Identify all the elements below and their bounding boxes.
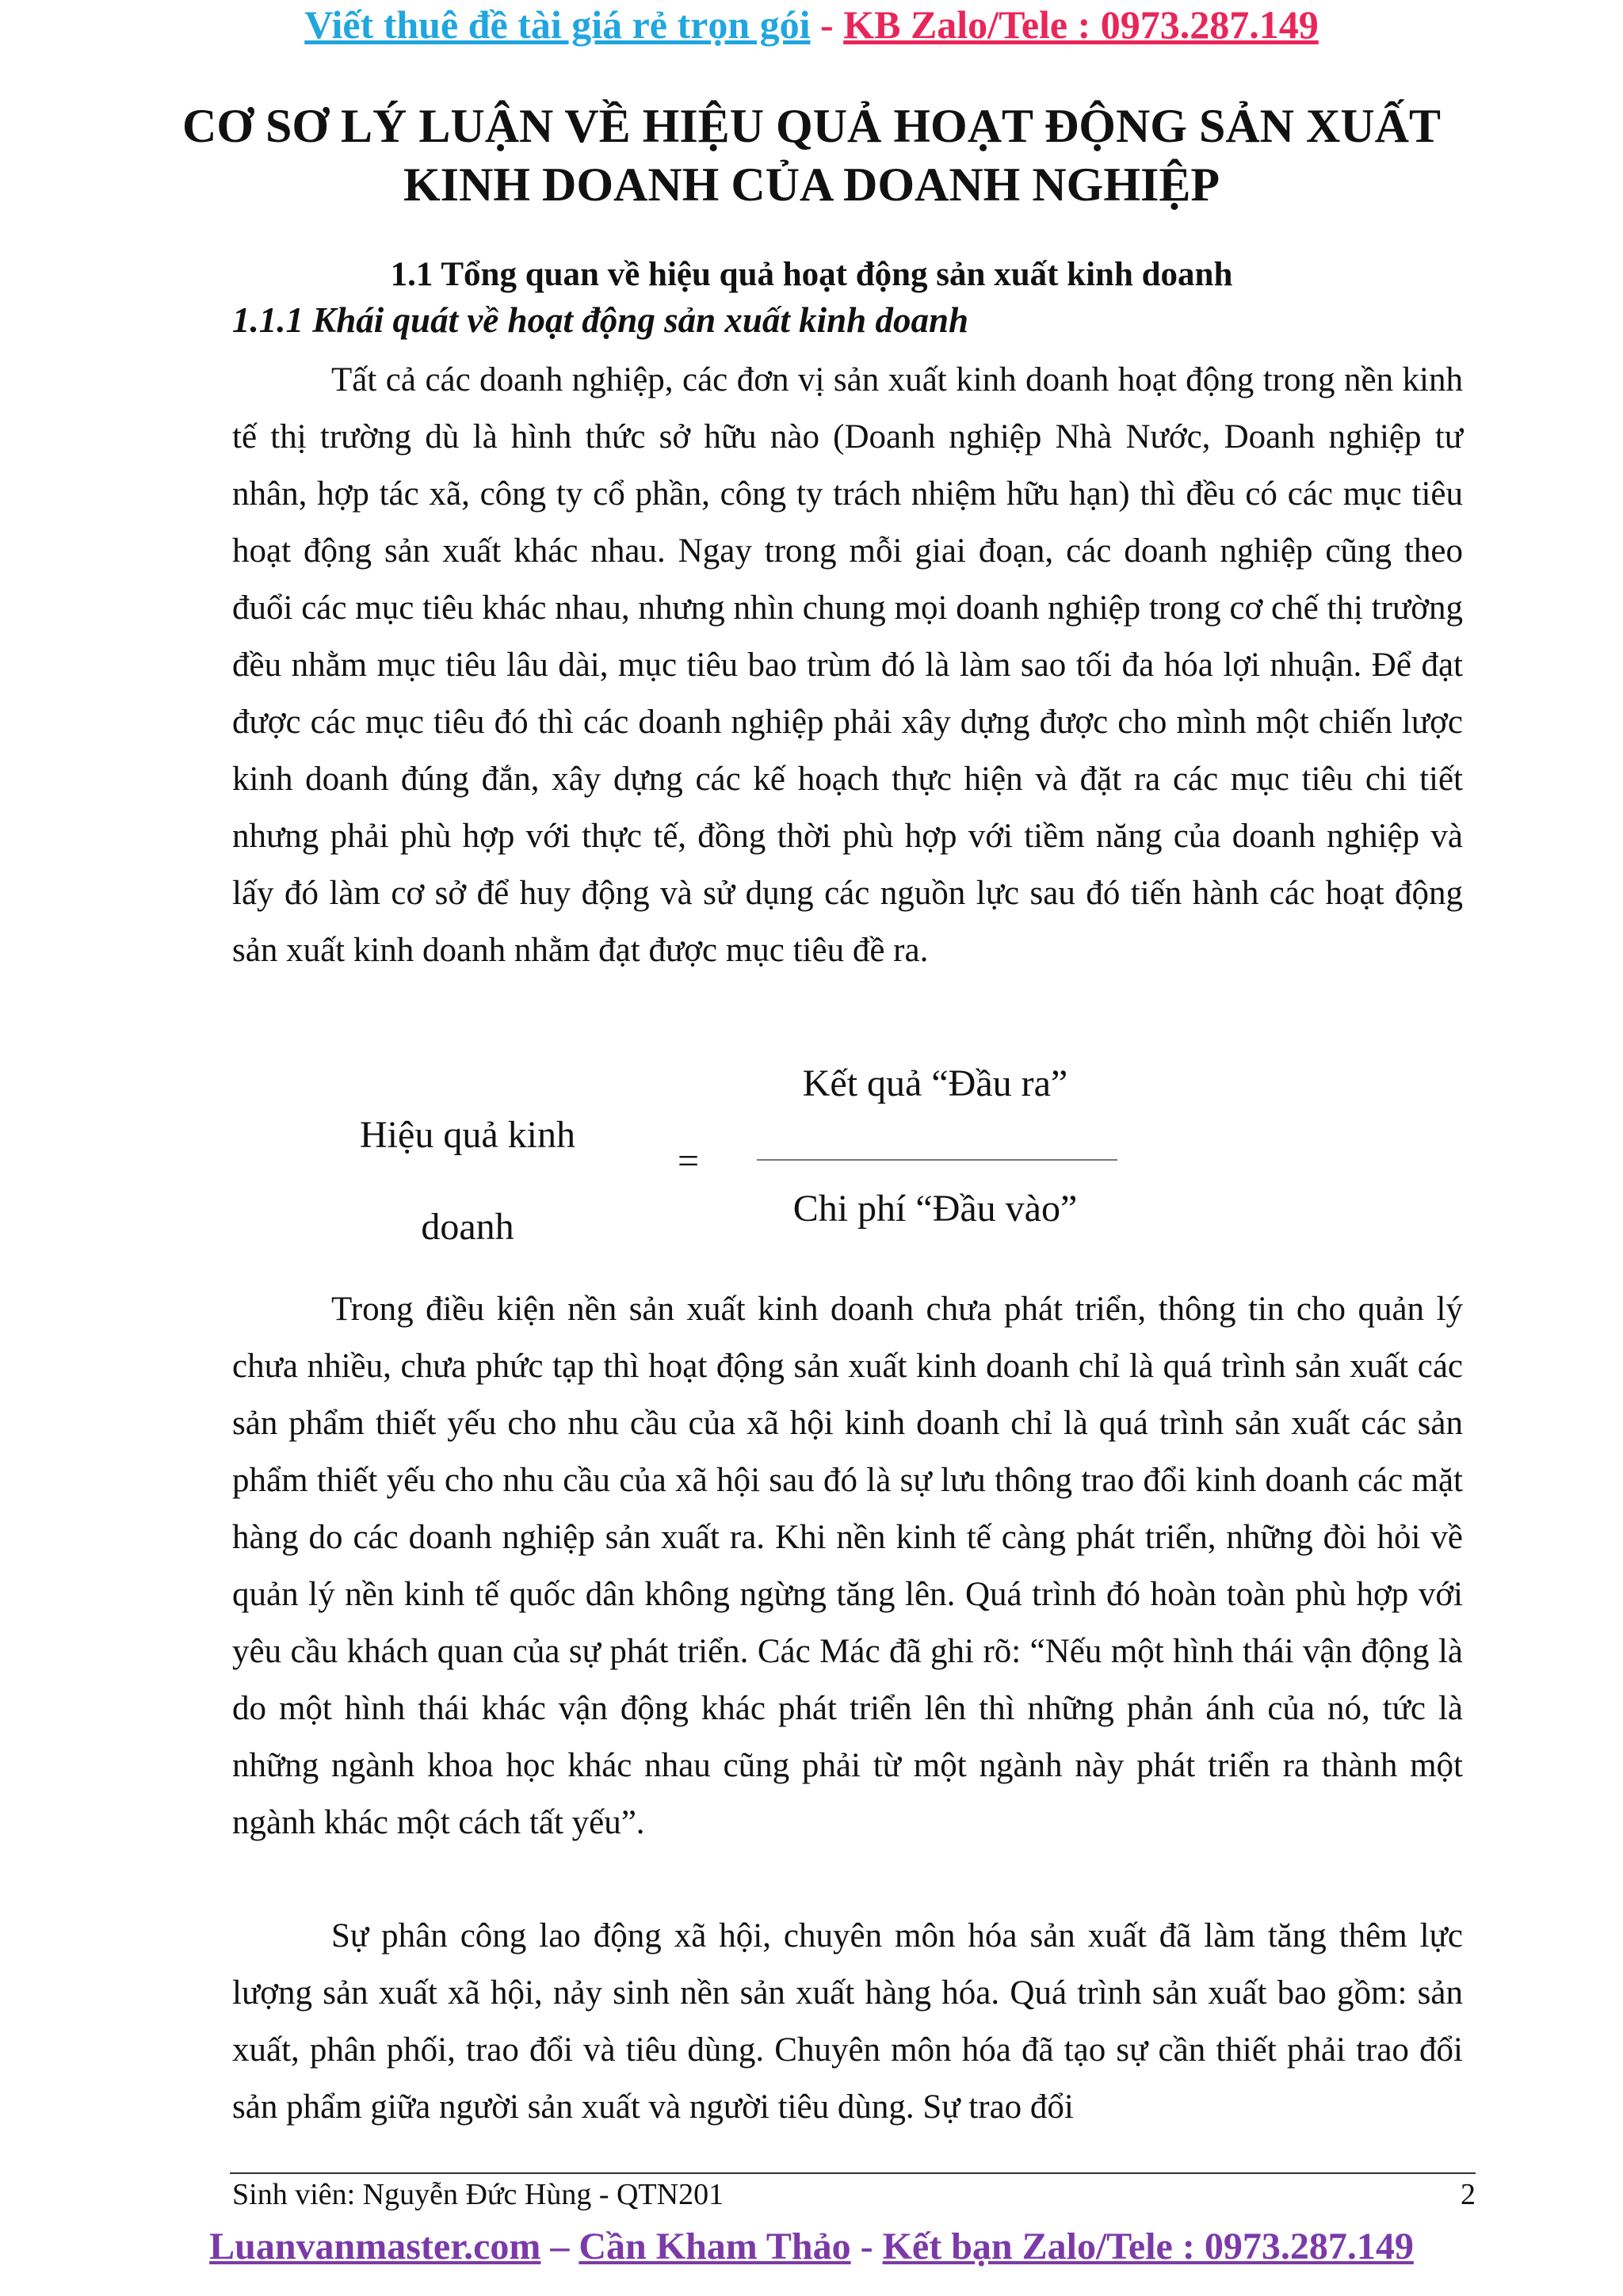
section-heading: 1.1 Tổng quan về hiệu quả hoạt động sản xuất kinh doanh	[390, 256, 1233, 293]
zalo-contact-link[interactable]: Kết bạn Zalo/Tele : 0973.287.149	[882, 2225, 1414, 2267]
service-link[interactable]: Viết thuê đề tài giá rẻ trọn gói	[304, 2, 811, 47]
subsection-heading: 1.1.1 Khái quát về hoạt động sản xuất kinh doanh	[232, 300, 969, 340]
formula-left-line-1: Hiệu quả kinh	[360, 1114, 575, 1156]
author-link[interactable]: Cần Kham Thảo	[579, 2225, 851, 2267]
title-line-1: CƠ SƠ LÝ LUẬN VỀ HIỆU QUẢ HOẠT ĐỘNG SẢN XUẤT	[181, 100, 1441, 152]
paragraph-3: Sự phân công lao động xã hội, chuyên môn hóa sản xuất đã làm tăng thêm lực lượng sản xuất xã hội, nảy sinh nền sản xuất hàng hóa. Quá trình sản xuất bao gồm: sản xuất, phân phối, trao đổi và tiêu dùng. Chuyên môn hóa đã tạo sự cần thiết phải trao đổi sản phẩm giữa người sản xuất và người tiêu dùng. Sự trao đổi	[232, 1917, 1463, 2126]
title-line-2: KINH DOANH CỦA DOANH NGHIỆP	[403, 158, 1220, 211]
contact-link[interactable]: KB Zalo/Tele : 0973.287.149	[843, 2, 1319, 47]
footer-divider	[230, 2172, 1476, 2174]
formula-left-line-2: doanh	[421, 1206, 514, 1248]
formula-numerator: Kết quả “Đầu ra”	[802, 1062, 1068, 1104]
banner-separator: -	[810, 2, 844, 47]
top-banner	[0, 2, 1623, 48]
fraction-bar	[757, 1159, 1117, 1161]
page-title	[119, 97, 1504, 214]
formula-equals: =	[678, 1140, 700, 1182]
banner-separator-2: -	[850, 2225, 883, 2267]
formula-left-side	[345, 1089, 590, 1273]
site-link[interactable]: Luanvanmaster.com	[209, 2225, 541, 2267]
footer-student-info: Sinh viên: Nguyễn Đức Hùng - QTN201	[232, 2178, 724, 2211]
banner-separator-1: –	[540, 2225, 579, 2267]
paragraph-2: Trong điều kiện nền sản xuất kinh doanh chưa phát triển, thông tin cho quản lý chưa nhiều, chưa phức tạp thì hoạt động sản xuất kinh doanh chỉ là quá trình sản xuất các sản phẩm thiết yếu cho nhu cầu của xã hội kinh doanh chỉ là quá trình sản xuất các sản phẩm thiết yếu cho nhu cầu của xã hội sau đó là sự lưu thông trao đổi kinh doanh các mặt hàng do các doanh nghiệp sản xuất ra. Khi nền kinh tế càng phát triển, những đòi hỏi về quản lý nền kinh tế quốc dân không ngừng tăng lên. Quá trình đó hoàn toàn phù hợp với yêu cầu khách quan của sự phát triển. Các Mác đã ghi rõ: “Nếu một hình thái vận động là do một hình thái khác vận động khác phát triển lên thì những phản ánh của nó, tức là những ngành khoa học khác nhau cũng phải từ một ngành này phát triển ra thành một ngành khác một cách tất yếu”.	[232, 1291, 1463, 1841]
bottom-banner	[0, 2225, 1623, 2268]
efficiency-formula	[0, 1046, 1623, 1252]
paragraph-1: Tất cả các doanh nghiệp, các đơn vị sản xuất kinh doanh hoạt động trong nền kinh tế thị trường dù là hình thức sở hữu nào (Doanh nghiệp Nhà Nước, Doanh nghiệp tư nhân, hợp tác xã, công ty cổ phần, công ty trách nhiệm hữu hạn) thì đều có các mục tiêu hoạt động sản xuất khác nhau. Ngay trong mỗi giai đoạn, các doanh nghiệp cũng theo đuổi các mục tiêu khác nhau, nhưng nhìn chung mọi doanh nghiệp trong cơ chế thị trường đều nhằm mục tiêu lâu dài, mục tiêu bao trùm đó là làm sao tối đa hóa lợi nhuận. Để đạt được các mục tiêu đó thì các doanh nghiệp phải xây dựng được cho mình một chiến lược kinh doanh đúng đắn, xây dựng các kế hoạch thực hiện và đặt ra các mục tiêu chi tiết nhưng phải phù hợp với thực tế, đồng thời phù hợp với tiềm năng của doanh nghiệp và lấy đó làm cơ sở để huy động và sử dụng các nguồn lực sau đó tiến hành các hoạt động sản xuất kinh doanh nhằm đạt được mục tiêu đề ra.	[232, 361, 1463, 969]
page-number: 2	[1461, 2178, 1476, 2211]
formula-denominator: Chi phí “Đầu vào”	[792, 1188, 1078, 1230]
